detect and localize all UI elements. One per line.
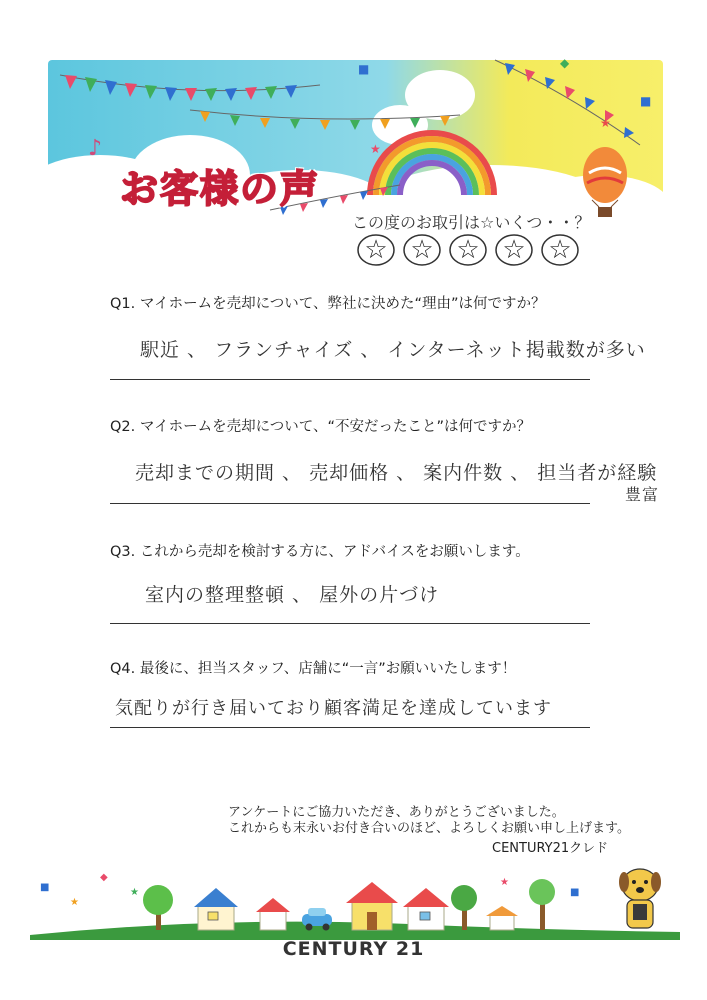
dog-mascot-icon xyxy=(619,869,661,928)
confetti xyxy=(40,872,579,908)
star-icon: ☆ xyxy=(456,235,480,265)
house-icon xyxy=(403,888,449,930)
star-icon: ☆ xyxy=(502,235,526,265)
svg-text:★: ★ xyxy=(600,116,611,130)
svg-text:■: ■ xyxy=(40,882,50,893)
star-2 xyxy=(402,232,442,268)
answer-line-2 xyxy=(110,503,590,504)
answer-3: 室内の整理整頓 、 屋外の片づけ xyxy=(145,584,440,606)
tree-icon xyxy=(529,879,555,930)
star-icon: ☆ xyxy=(364,235,388,265)
rating-question: この度のお取引は☆いくつ・・？ xyxy=(352,213,591,232)
svg-text:★: ★ xyxy=(500,877,509,888)
tree-icon xyxy=(451,885,477,930)
star-rating xyxy=(356,232,586,270)
star-icon: ☆ xyxy=(548,235,572,265)
brand-logo: CENTURY 21 xyxy=(282,938,425,960)
star-4 xyxy=(494,232,534,268)
svg-text:★: ★ xyxy=(70,897,79,908)
star-5 xyxy=(540,232,580,268)
company-name: CENTURY21クレド xyxy=(492,841,609,856)
house-icon xyxy=(194,888,238,930)
answer-2: 売却までの期間 、 売却価格 、 案内件数 、 担当者が経験 xyxy=(135,462,658,484)
answer-line-4 xyxy=(110,727,590,728)
question-1: Q1. マイホームを売却について、弊社に決めた“理由”は何ですか？ xyxy=(110,296,546,312)
house-icon xyxy=(486,906,518,930)
star-1 xyxy=(356,232,396,268)
answer-2-extra: 豊富 xyxy=(625,485,660,504)
answer-4: 気配りが行き届いており顧客満足を達成しています xyxy=(115,698,552,719)
answer-line-1 xyxy=(110,379,590,380)
svg-text:■: ■ xyxy=(640,94,652,108)
svg-text:★: ★ xyxy=(370,142,381,156)
footer-illustration xyxy=(30,850,680,940)
answer-line-3 xyxy=(110,623,590,624)
answer-1: 駅近 、 フランチャイズ 、 インターネット掲載数が多い xyxy=(140,339,646,361)
question-4: Q4. 最後に、担当スタッフ、店舗に“一言”お願いいたします！ xyxy=(110,661,517,677)
svg-text:◆: ◆ xyxy=(100,872,108,883)
thank-you-message xyxy=(228,805,630,837)
question-3: Q3. これから売却を検討する方に、アドバイスをお願いします。 xyxy=(110,544,530,560)
page-title: お客様の声 xyxy=(120,167,321,211)
house-icon xyxy=(256,898,290,930)
svg-text:◆: ◆ xyxy=(560,56,570,70)
house-icon xyxy=(346,882,398,930)
svg-text:■: ■ xyxy=(358,62,370,76)
star-3 xyxy=(448,232,488,268)
svg-text:■: ■ xyxy=(570,887,580,898)
music-note-icon: ♪ xyxy=(88,136,103,161)
question-2: Q2. マイホームを売却について、“不安だったこと”は何ですか？ xyxy=(110,419,532,435)
svg-text:★: ★ xyxy=(130,887,139,898)
star-icon: ☆ xyxy=(410,235,434,265)
tree-icon xyxy=(143,885,173,930)
thank-you-line-1: アンケートにご協力いただき、ありがとうございました。 xyxy=(228,805,565,820)
thank-you-line-2: これからも末永いお付き合いのほど、よろしくお願い申し上げます。 xyxy=(228,821,630,836)
